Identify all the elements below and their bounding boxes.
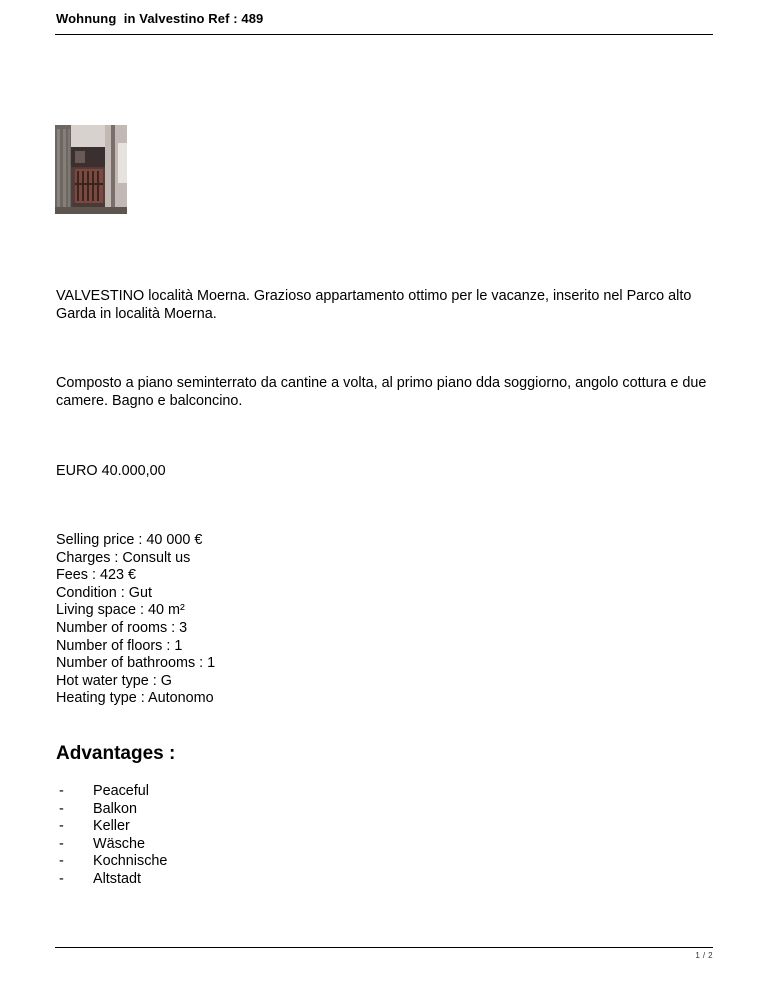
page-number: 1 / 2 — [695, 951, 713, 960]
advantage-item — [59, 801, 167, 819]
advantage-label: Wäsche — [93, 835, 145, 852]
feature-heating-type: Heating type : Autonomo — [56, 690, 214, 707]
feature-hot-water-type: Hot water type : G — [56, 672, 172, 689]
property-features-list — [56, 532, 215, 708]
feature-fees: Fees : 423 € — [56, 567, 136, 584]
advantage-item — [59, 853, 167, 871]
description-intro: VALVESTINO località Moerna. Grazioso appartamento ottimo per le vacanze, inserito nel Parco alto Garda in località Moerna. — [56, 288, 692, 322]
advantage-item — [59, 836, 167, 854]
bullet-dash: - — [59, 870, 64, 887]
advantage-label: Altstadt — [93, 870, 141, 887]
feature-number-of-bathrooms: Number of bathrooms : 1 — [56, 655, 216, 672]
bullet-dash: - — [59, 835, 64, 852]
advantage-item — [59, 783, 167, 801]
bullet-dash: - — [59, 818, 64, 835]
advantage-item — [59, 871, 167, 889]
document-title: Wohnung in Valvestino Ref : 489 — [56, 11, 264, 26]
advantage-label: Peaceful — [93, 783, 150, 799]
property-photo — [55, 125, 127, 214]
advantage-label: Keller — [93, 818, 130, 835]
feature-charges: Charges : Consult us — [56, 549, 191, 566]
property-photo-icon — [55, 125, 127, 214]
footer-divider — [55, 947, 713, 948]
price-text: EURO 40.000,00 — [56, 463, 166, 479]
feature-number-of-rooms: Number of rooms : 3 — [56, 619, 188, 636]
bullet-dash: - — [59, 853, 64, 870]
advantage-label: Balkon — [93, 800, 138, 817]
header-divider — [55, 34, 713, 35]
advantage-item — [59, 818, 167, 836]
bullet-dash: - — [59, 783, 64, 799]
description-composition: Composto a piano seminterrato da cantine a volta, al primo piano dda soggiorno, angolo cottura e due camere. Bagno e balconcino. — [56, 375, 707, 409]
feature-selling-price: Selling price : 40 000 € — [56, 532, 203, 548]
advantages-list — [59, 783, 167, 889]
feature-condition: Condition : Gut — [56, 584, 152, 601]
advantages-heading: Advantages : — [56, 743, 176, 764]
feature-living-space: Living space : 40 m² — [56, 602, 185, 619]
feature-number-of-floors: Number of floors : 1 — [56, 637, 183, 654]
bullet-dash: - — [59, 800, 64, 817]
advantage-label: Kochnische — [93, 853, 168, 870]
